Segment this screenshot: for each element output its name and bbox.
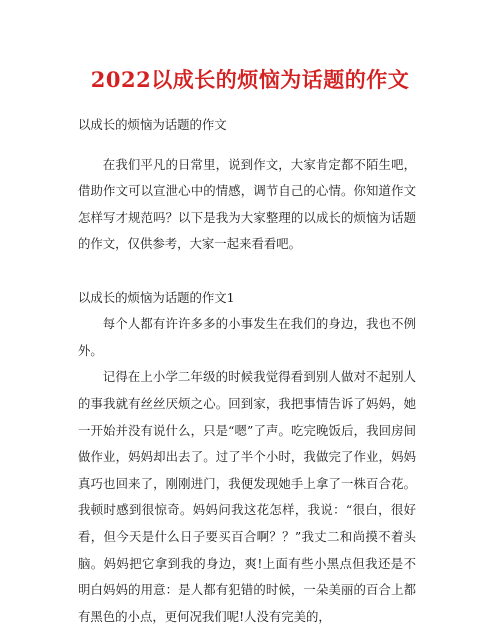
- intro-paragraph: 在我们平凡的日常里，说到作文，大家肯定都不陌生吧，借助作文可以宣泄心中的情感，调节自己的心情。你知道作文怎样写才规范吗？以下是我为大家整理的以成长的烦恼为话题的作文，仅供参考，大家一起来看看吧。: [78, 156, 416, 252]
- essay-paragraph-1: 每个人都有许许多多的小事发生在我们的身边，我也不例外。: [78, 316, 416, 358]
- document-title: 2022以成长的烦恼为话题的作文: [90, 67, 410, 92]
- essay-heading: 以成长的烦恼为话题的作文1: [78, 289, 235, 305]
- intro-heading: 以成长的烦恼为话题的作文: [78, 117, 227, 132]
- spacer: [78, 258, 416, 285]
- document-body: [78, 112, 416, 630]
- spacer: [78, 139, 416, 152]
- essay-paragraph-2: 记得在上小学二年级的时候我觉得看到别人做对不起别人的事我就有丝丝厌烦之心。回到家，我把事情告诉了妈妈，她一开始并没有说什么，只是“嗯”了声。吃完晚饭后，我回房间做作业，妈妈却出去了。过了半个小时，我做完了作业，妈妈真巧也回来了，刚刚进门，我便发现她手上拿了一株百合花。我顿时感到很惊奇。妈妈问我这花怎样，我说：“很白，很好看，但今天是什么日子要买百合啊？？”我丈二和尚摸不着头脑。妈妈把它拿到我的身边，爽!上面有些小黑点但我还是不明白妈妈的用意：是人都有犯错的时候，一朵美丽的百合上都有黑色的小点，更何况我们呢!人没有完美的，: [78, 369, 416, 624]
